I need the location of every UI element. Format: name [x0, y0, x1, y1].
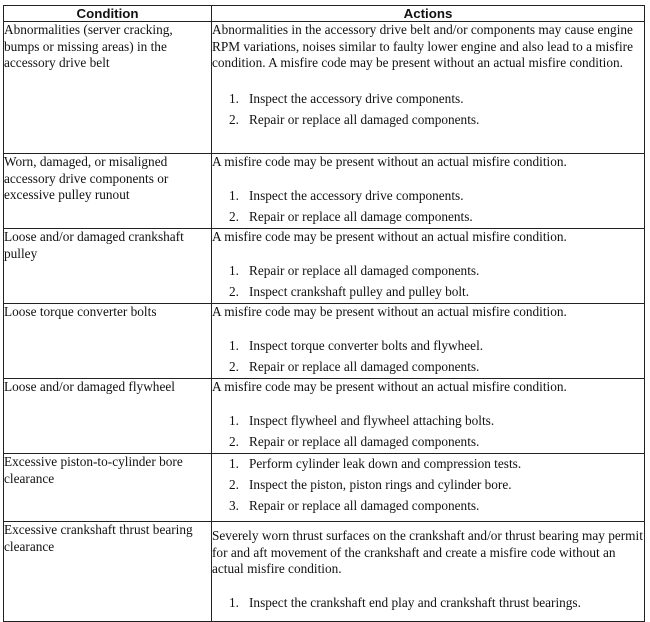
condition-text: Excessive crankshaft thrust bearing clearance — [4, 522, 193, 554]
condition-cell — [4, 522, 212, 622]
actions-cell — [212, 229, 645, 304]
list-item: 3. Repair or replace all damaged components. — [229, 498, 480, 513]
list-item: 2. Repair or replace all damage components. — [229, 208, 473, 224]
table-row — [4, 522, 645, 622]
condition-cell — [4, 154, 212, 229]
list-item: 2. Repair or replace all damaged components. — [229, 433, 480, 449]
list-item: 1. Inspect flywheel and flywheel attaching bolts. — [229, 412, 495, 428]
list-item: 1. Inspect the accessory drive components. — [229, 187, 464, 203]
steps-list — [212, 454, 644, 515]
actions-cell — [212, 22, 645, 154]
condition-header: Condition — [4, 6, 212, 22]
list-item: 1. Inspect torque converter bolts and flywheel. — [229, 337, 484, 353]
steps-list — [212, 91, 644, 129]
table-row — [4, 379, 645, 454]
condition-text: Loose and/or damaged flywheel — [4, 379, 175, 394]
actions-cell — [212, 454, 645, 522]
steps-list — [212, 263, 644, 301]
steps-list — [212, 413, 644, 451]
actions-cell — [212, 522, 645, 622]
list-item: 1. Inspect the crankshaft end play and crankshaft thrust bearings. — [229, 594, 581, 610]
table-row — [4, 154, 645, 229]
condition-cell — [4, 379, 212, 454]
list-item: 2. Repair or replace all damaged components. — [229, 111, 480, 127]
condition-text: Loose and/or damaged crankshaft pulley — [4, 229, 184, 261]
list-item: 2. Inspect crankshaft pulley and pulley bolt. — [229, 283, 470, 299]
actions-cell — [212, 304, 645, 379]
diagnostic-table — [3, 5, 645, 622]
condition-text: Abnormalities (server cracking, bumps or missing areas) in the accessory drive belt — [4, 22, 173, 71]
actions-cell — [212, 154, 645, 229]
list-item: 1. Inspect the accessory drive components. — [229, 90, 464, 106]
condition-text: Excessive piston-to-cylinder bore clearance — [4, 454, 183, 486]
actions-header: Actions — [212, 6, 645, 22]
condition-cell — [4, 304, 212, 379]
actions-cell — [212, 379, 645, 454]
table-row — [4, 304, 645, 379]
actions-text: Abnormalities in the accessory drive belt and/or components may cause engine RPM variations, noises similar to faulty lower engine and also lead to a misfire condition. A misfire code may be present without an actual misfire condition. — [212, 22, 633, 71]
actions-text: A misfire code may be present without an actual misfire condition. — [212, 304, 567, 319]
header-row — [4, 6, 645, 22]
steps-list — [212, 595, 644, 612]
table-row — [4, 22, 645, 154]
steps-list — [212, 188, 644, 226]
condition-cell — [4, 229, 212, 304]
list-item: 1. Repair or replace all damaged components. — [229, 262, 480, 278]
condition-cell — [4, 22, 212, 154]
condition-text: Loose torque converter bolts — [4, 304, 157, 319]
actions-text: A misfire code may be present without an actual misfire condition. — [212, 154, 567, 169]
actions-text: Severely worn thrust surfaces on the crankshaft and/or thrust bearing may permit for and aft movement of the crankshaft and create a misfire code without an actual misfire condition. — [212, 528, 643, 577]
table-row — [4, 454, 645, 522]
actions-text: A misfire code may be present without an actual misfire condition. — [212, 379, 567, 394]
condition-cell — [4, 454, 212, 522]
condition-text: Worn, damaged, or misaligned accessory drive components or excessive pulley runout — [4, 154, 169, 203]
list-item: 2. Repair or replace all damaged components. — [229, 358, 480, 374]
list-item: 1. Perform cylinder leak down and compression tests. — [229, 456, 522, 471]
table-row — [4, 229, 645, 304]
list-item: 2. Inspect the piston, piston rings and cylinder bore. — [229, 477, 512, 492]
actions-text: A misfire code may be present without an actual misfire condition. — [212, 229, 567, 244]
steps-list — [212, 338, 644, 376]
